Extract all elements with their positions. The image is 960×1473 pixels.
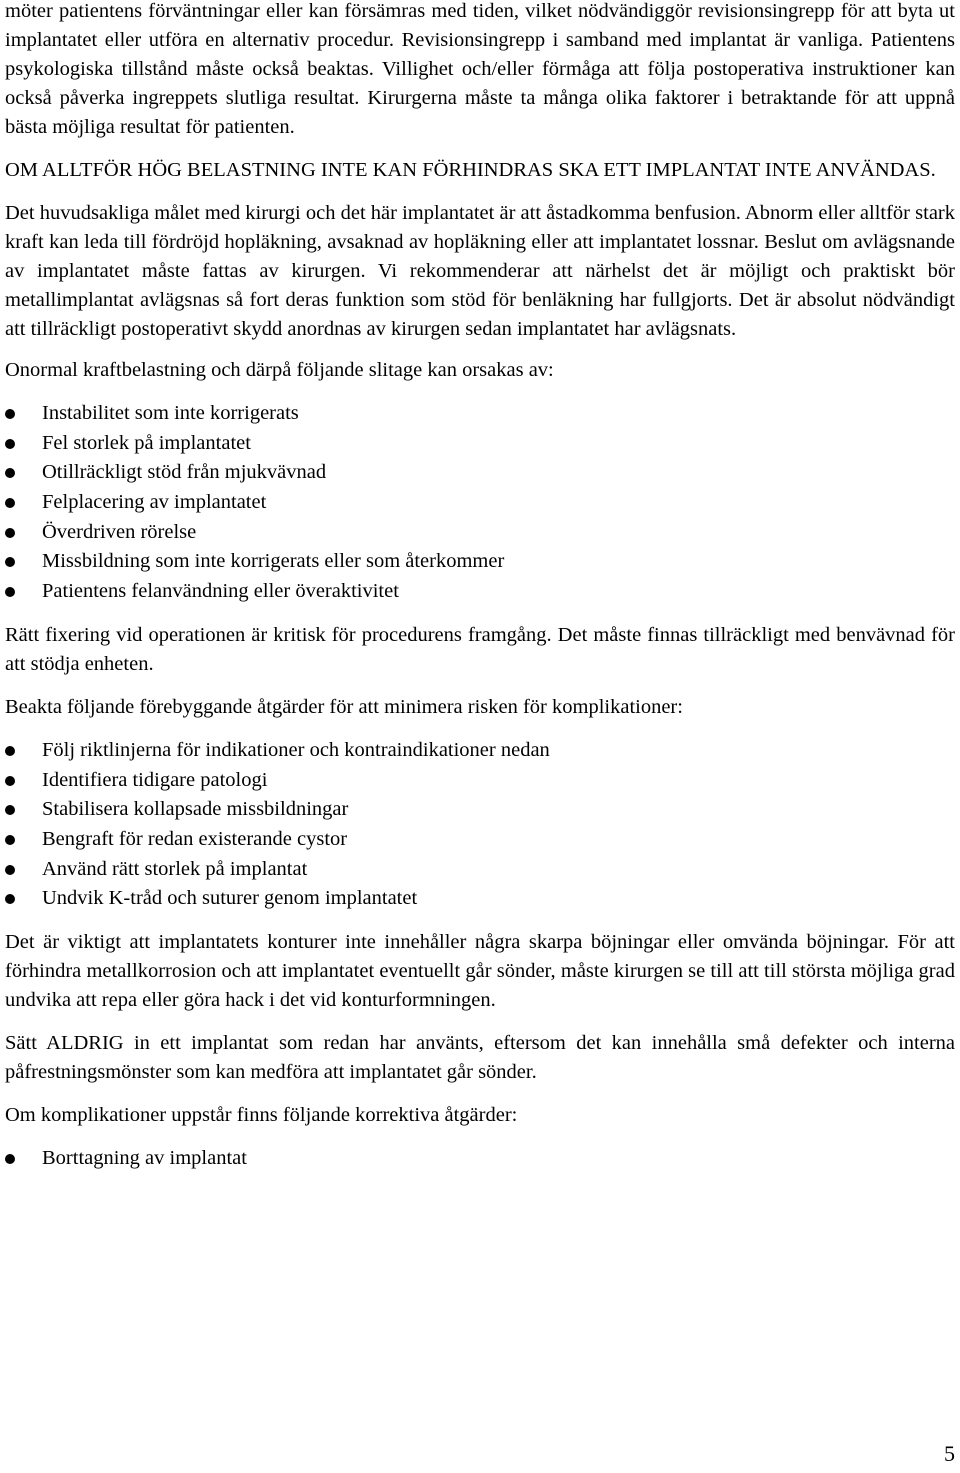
list-abnormal-load-causes xyxy=(5,399,955,607)
paragraph-patient-expectations: möter patientens förväntningar eller kan försämras med tiden, vilket nödvändiggör revisionsingrepp för att byta ut implantatet eller utföra en alternativ procedur. Revisionsingrepp i samband med implantat är vanliga. Patientens psykologiska tillstånd måste också beaktas. Villighet och/eller förmåga att följa postoperativa instruktioner kan också påverka ingreppets slutliga resultat. Kirurgerna måste ta många olika faktorer i betraktande för att uppnå bästa möjliga resultat för patienten. xyxy=(5,0,955,138)
bullet-icon xyxy=(5,805,15,815)
list-item-text: Identifiera tidigare patologi xyxy=(42,768,268,791)
list-item-text: Otillräckligt stöd från mjukvävnad xyxy=(42,461,327,484)
list-preventive-measures xyxy=(5,736,955,914)
bullet-icon xyxy=(5,587,15,597)
list-item xyxy=(5,458,955,488)
paragraph-never-reuse: Sätt ALDRIG in ett implantat som redan har använts, eftersom det kan innehålla små defekter och interna påfrestningsmönster som kan medföra att implantatet går sönder. xyxy=(5,1031,955,1083)
bullet-icon xyxy=(5,894,15,904)
list-item xyxy=(5,795,955,825)
list-item-text: Borttagning av implantat xyxy=(42,1146,247,1169)
bullet-icon xyxy=(5,439,15,449)
bullet-icon xyxy=(5,776,15,786)
bullet-icon xyxy=(5,409,15,419)
list-item-text: Bengraft för redan existerande cystor xyxy=(42,827,348,850)
bullet-icon xyxy=(5,835,15,845)
list-item-text: Använd rätt storlek på implantat xyxy=(42,857,308,880)
paragraph-warning-overload: OM ALLTFÖR HÖG BELASTNING INTE KAN FÖRHINDRAS SKA ETT IMPLANTAT INTE ANVÄNDAS. xyxy=(5,159,936,181)
document-page xyxy=(5,0,955,1174)
bullet-icon xyxy=(5,865,15,875)
list-item-text: Undvik K-tråd och suturer genom implantatet xyxy=(42,887,418,910)
bullet-icon xyxy=(5,498,15,508)
paragraph-surgery-goal: Det huvudsakliga målet med kirurgi och det här implantatet är att åstadkomma benfusion. Abnorm eller alltför stark kraft kan leda till fördröjd hopläkning, avsaknad av hopläkning eller att implantatet lossnar. Beslut om avlägsnande av implantatet måste fattas av kirurgen. Vi rekommenderar att närhelst det är möjligt och praktiskt bör metallimplantat avlägsnas så fort deras funktion som stöd för benläkning har fullgjorts. Det är absolut nödvändigt att tillräckligt postoperativt skydd anordnas av kirurgen sedan implantatet har avlägsnats. xyxy=(5,202,955,340)
page-number: 5 xyxy=(944,1441,955,1466)
list-item xyxy=(5,855,955,885)
list-item xyxy=(5,577,955,607)
list-item-text: Fel storlek på implantatet xyxy=(42,431,251,454)
list-item xyxy=(5,429,955,459)
bullet-icon xyxy=(5,557,15,567)
list-item-text: Instabilitet som inte korrigerats xyxy=(42,402,299,424)
list-corrective-measures xyxy=(5,1144,955,1174)
list-item xyxy=(5,1144,955,1174)
bullet-icon xyxy=(5,1154,15,1164)
bullet-icon xyxy=(5,746,15,756)
list-item-text: Missbildning som inte korrigerats eller som återkommer xyxy=(42,550,505,573)
list-item-text: Patientens felanvändning eller överaktivitet xyxy=(42,580,399,603)
bullet-icon xyxy=(5,528,15,538)
paragraph-contours: Det är viktigt att implantatets konturer inte innehåller några skarpa böjningar eller omvända böjningar. För att förhindra metallkorrosion och att implantatet eventuellt går sönder, måste kirurgen se till att till största möjliga grad undvika att repa eller göra hack i det vid konturformningen. xyxy=(5,930,955,1011)
list-item xyxy=(5,736,955,766)
paragraph-abnormal-load-intro: Onormal kraftbelastning och därpå följande slitage kan orsakas av: xyxy=(5,359,554,381)
list-item-text: Följ riktlinjerna för indikationer och kontraindikationer nedan xyxy=(42,738,550,761)
paragraph-fixation: Rätt fixering vid operationen är kritisk för procedurens framgång. Det måste finnas tillräckligt med benvävnad för att stödja enheten. xyxy=(5,623,955,675)
list-item-text: Felplacering av implantatet xyxy=(42,491,267,514)
list-item xyxy=(5,518,955,548)
paragraph-corrective-intro: Om komplikationer uppstår finns följande korrektiva åtgärder: xyxy=(5,1103,518,1126)
list-item xyxy=(5,488,955,518)
list-item-text: Stabilisera kollapsade missbildningar xyxy=(42,798,349,821)
list-item-text: Överdriven rörelse xyxy=(42,520,197,543)
list-item xyxy=(5,884,955,914)
paragraph-preventive-intro: Beakta följande förebyggande åtgärder för att minimera risken för komplikationer: xyxy=(5,695,683,718)
list-item xyxy=(5,547,955,577)
list-item xyxy=(5,399,955,429)
bullet-icon xyxy=(5,468,15,478)
list-item xyxy=(5,825,955,855)
list-item xyxy=(5,766,955,796)
